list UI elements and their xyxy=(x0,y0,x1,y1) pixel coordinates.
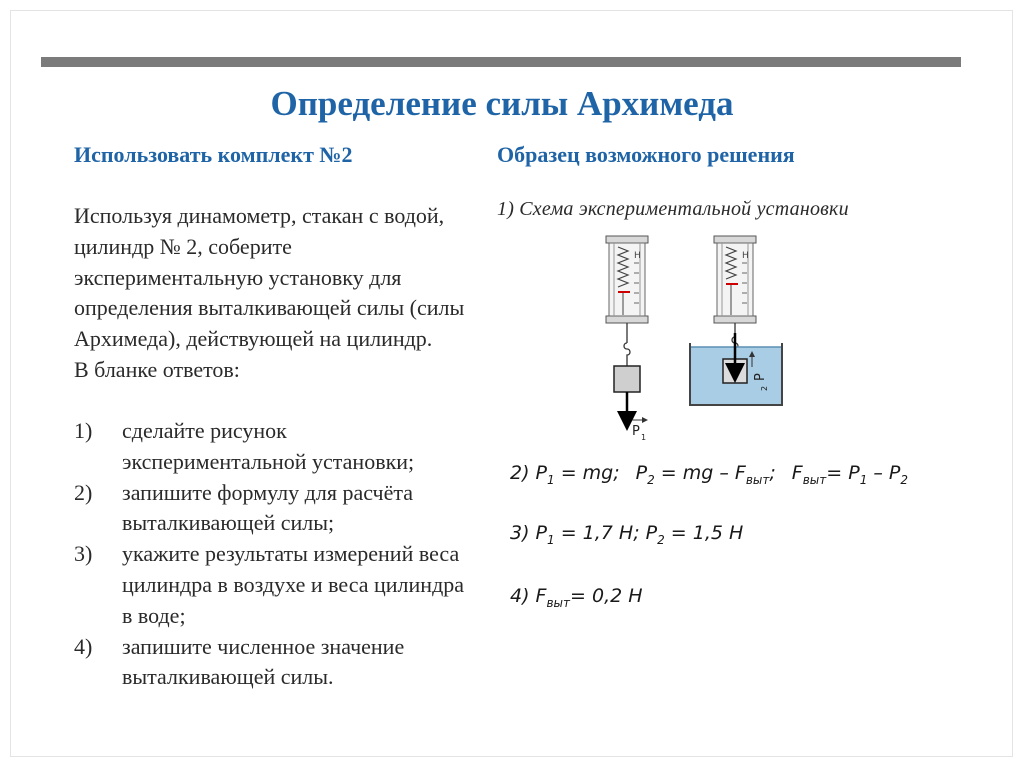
subscript: выт xyxy=(802,472,827,487)
formula-prefix: 3) xyxy=(510,522,536,544)
subscript: 2 xyxy=(900,472,909,487)
left-heading: Использовать комплект №2 xyxy=(74,142,353,167)
list-item xyxy=(74,416,474,478)
top-rule xyxy=(41,57,961,67)
symbol-f: F xyxy=(535,585,547,607)
label-p1: P xyxy=(632,424,640,439)
formula-prefix: 4) xyxy=(510,585,536,607)
cylinder-in-air xyxy=(614,366,640,392)
label-p2-sub: 2 xyxy=(760,385,769,391)
label-p1-sub: 1 xyxy=(641,433,647,442)
formula-part: = 0,2 Н xyxy=(570,585,643,607)
dynamometer-2 xyxy=(714,236,756,323)
subscript: 1 xyxy=(859,472,868,487)
step-text: запишите численное значение выталкивающей силы. xyxy=(122,633,405,690)
step-text: укажите результаты измерений веса цилиндра в воздухе и веса цилиндра в воде; xyxy=(122,541,465,628)
hook-1 xyxy=(624,323,630,366)
step-number: 1) xyxy=(74,418,93,443)
step-number: 3) xyxy=(74,541,93,567)
formula-line-3 xyxy=(510,522,743,547)
subscript: 1 xyxy=(547,532,555,547)
formula-part: = P xyxy=(826,462,860,484)
formula-part: = 1,5 Н xyxy=(664,522,744,544)
step-number: 2) xyxy=(74,479,93,505)
formula-part: = mg; xyxy=(554,462,620,484)
formula-line-4 xyxy=(510,585,643,610)
task-text xyxy=(74,201,474,386)
formula-part: = 1,7 Н; xyxy=(554,522,646,544)
subscript: выт xyxy=(546,595,571,610)
step-number: 4) xyxy=(74,633,93,659)
formula-line-2 xyxy=(510,462,908,487)
list-item xyxy=(74,539,474,631)
symbol-f: F xyxy=(791,462,803,484)
answer-lead: В бланке ответов: xyxy=(74,356,240,382)
symbol-p2: P xyxy=(645,522,658,544)
label-p2: P xyxy=(753,373,768,381)
formula-part: – P xyxy=(867,462,901,484)
symbol-p1: P xyxy=(535,462,548,484)
list-item xyxy=(74,478,474,540)
formula-prefix: 2) xyxy=(510,462,536,484)
subscript: 2 xyxy=(657,532,665,547)
scale-letter-1: Н xyxy=(634,251,641,261)
subscript: 2 xyxy=(647,472,655,487)
dynamometer-1 xyxy=(606,236,648,323)
task-steps xyxy=(74,416,474,693)
right-heading: Образец возможного решения xyxy=(497,142,795,167)
scale-letter-2: Н xyxy=(742,251,749,261)
list-item xyxy=(74,632,474,694)
experiment-diagram xyxy=(590,233,800,448)
symbol-p1: P xyxy=(535,522,548,544)
formula-part: ; xyxy=(769,462,776,484)
scheme-caption: 1) Схема экспериментальной установки xyxy=(497,198,849,220)
symbol-p2: P xyxy=(635,462,648,484)
step-text: запишите формулу для расчёта выталкивающей силы; xyxy=(122,479,414,536)
page-title: Определение силы Архимеда xyxy=(270,84,734,123)
task-intro: Используя динамометр, стакан с водой, цилиндр № 2, соберите экспериментальную установку для определения выталкивающей силы (силы Архимеда), действующей на цилиндр. xyxy=(74,203,465,352)
step-text: сделайте рисунок экспериментальной установки; xyxy=(122,418,415,474)
formula-part: = mg – F xyxy=(654,462,746,484)
subscript: 1 xyxy=(547,472,555,487)
subscript: выт xyxy=(745,472,770,487)
